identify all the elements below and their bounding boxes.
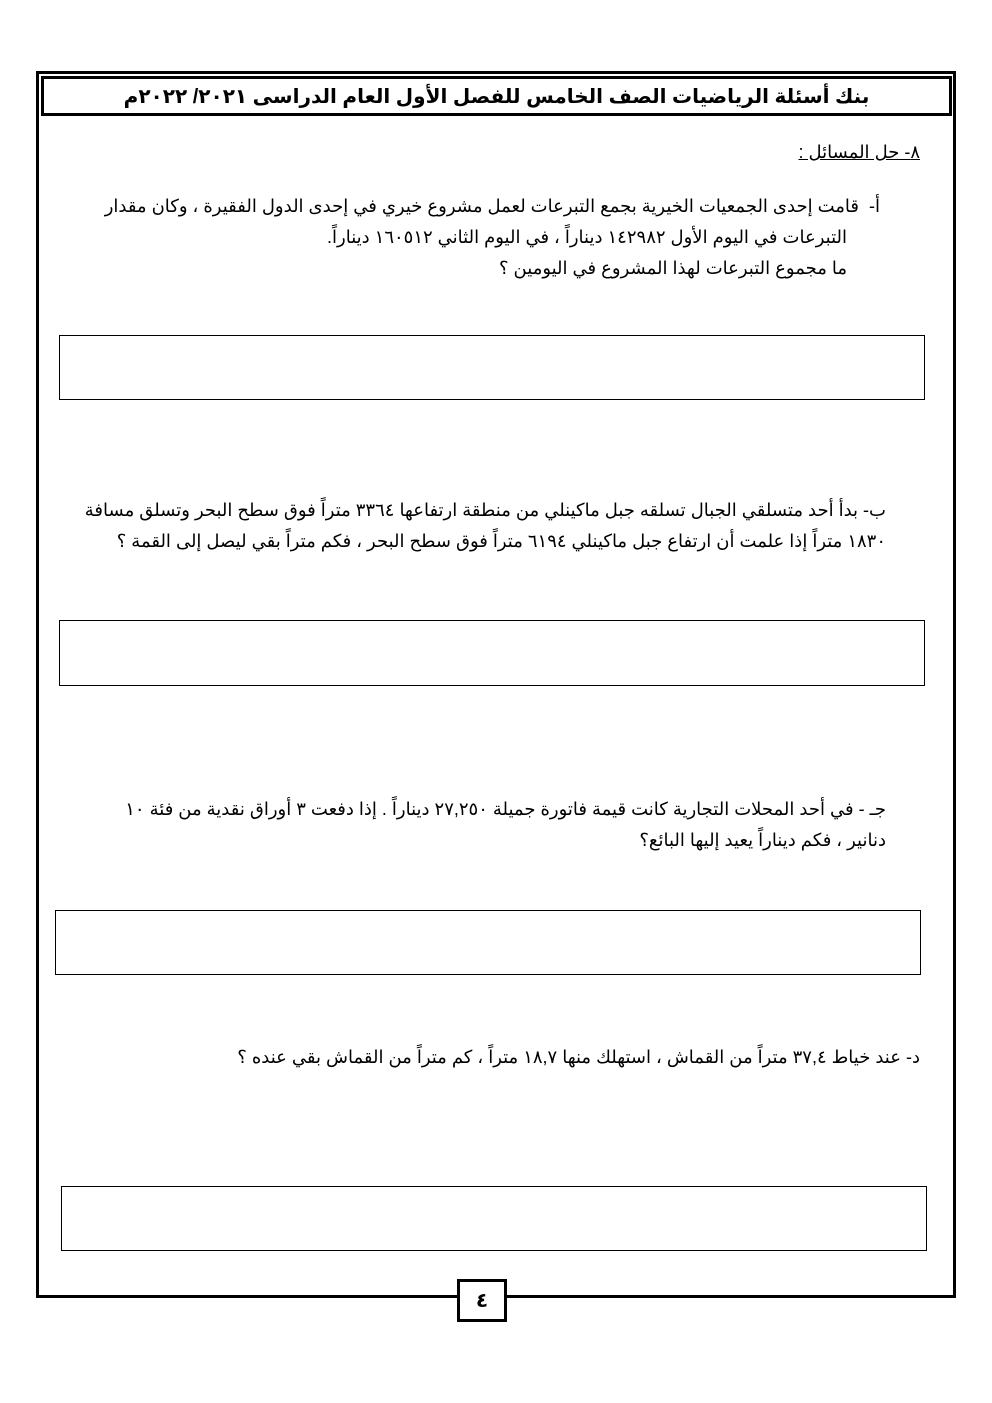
answer-box-b[interactable] (59, 620, 925, 686)
question-b-label: ب- (863, 500, 886, 520)
question-d (60, 1042, 920, 1073)
question-b-line-1: ب- بدأ أحد متسلقي الجبال تسلقه جبل ماكينلي من منطقة ارتفاعها ٣٣٦٤ متراً فوق سطح البحر وتسلق مسافة (84, 500, 886, 520)
question-d-label: د- (905, 1047, 920, 1067)
answer-box-d[interactable] (61, 1186, 927, 1251)
question-c-line-1: جـ - في أحد المحلات التجارية كانت قيمة فاتورة جميلة ٢٧,٢٥٠ ديناراً . إذا دفعت ٣ أوراق نقدية من فئة ١٠ (125, 799, 886, 819)
question-a-line-3: ما مجموع التبرعات لهذا المشروع في اليومين ؟ (499, 258, 847, 278)
question-c (60, 794, 886, 856)
question-a-label: أ- (869, 196, 880, 216)
question-d-line-1: د- عند خياط ٣٧,٤ متراً من القماش ، استهلك منها ١٨,٧ متراً ، كم متراً من القماش بقي عنده ؟ (237, 1047, 920, 1067)
question-a-line-2: التبرعات في اليوم الأول ١٤٢٩٨٢ ديناراً ، في اليوم الثاني ١٦٠٥١٢ ديناراً. (327, 227, 847, 247)
question-b-line-2: ١٨٣٠ متراً إذا علمت أن ارتفاع جبل ماكينلي ٦١٩٤ متراً فوق سطح البحر ، فكم متراً بقي ليصل إلى القمة ؟ (116, 531, 886, 551)
question-a-line-1: أ-قامت إحدى الجمعيات الخيرية بجمع التبرعات لعمل مشروع خيري في إحدى الدول الفقيرة ، وكان مقدار (60, 191, 880, 222)
question-c-line-2: دنانير ، فكم ديناراً يعيد إليها البائع؟ (639, 830, 886, 850)
question-b (60, 495, 886, 557)
question-a (60, 191, 880, 284)
page-number: ٤ (457, 1279, 507, 1322)
answer-box-a[interactable] (59, 335, 925, 400)
answer-box-c[interactable] (55, 910, 921, 975)
question-c-label: جـ - (858, 799, 886, 819)
page-title: بنك أسئلة الرياضيات الصف الخامس للفصل الأول العام الدراسى ٢٠٢١/ ٢٠٢٢م (41, 76, 952, 116)
section-title: ٨- حل المسائل : (798, 142, 920, 162)
